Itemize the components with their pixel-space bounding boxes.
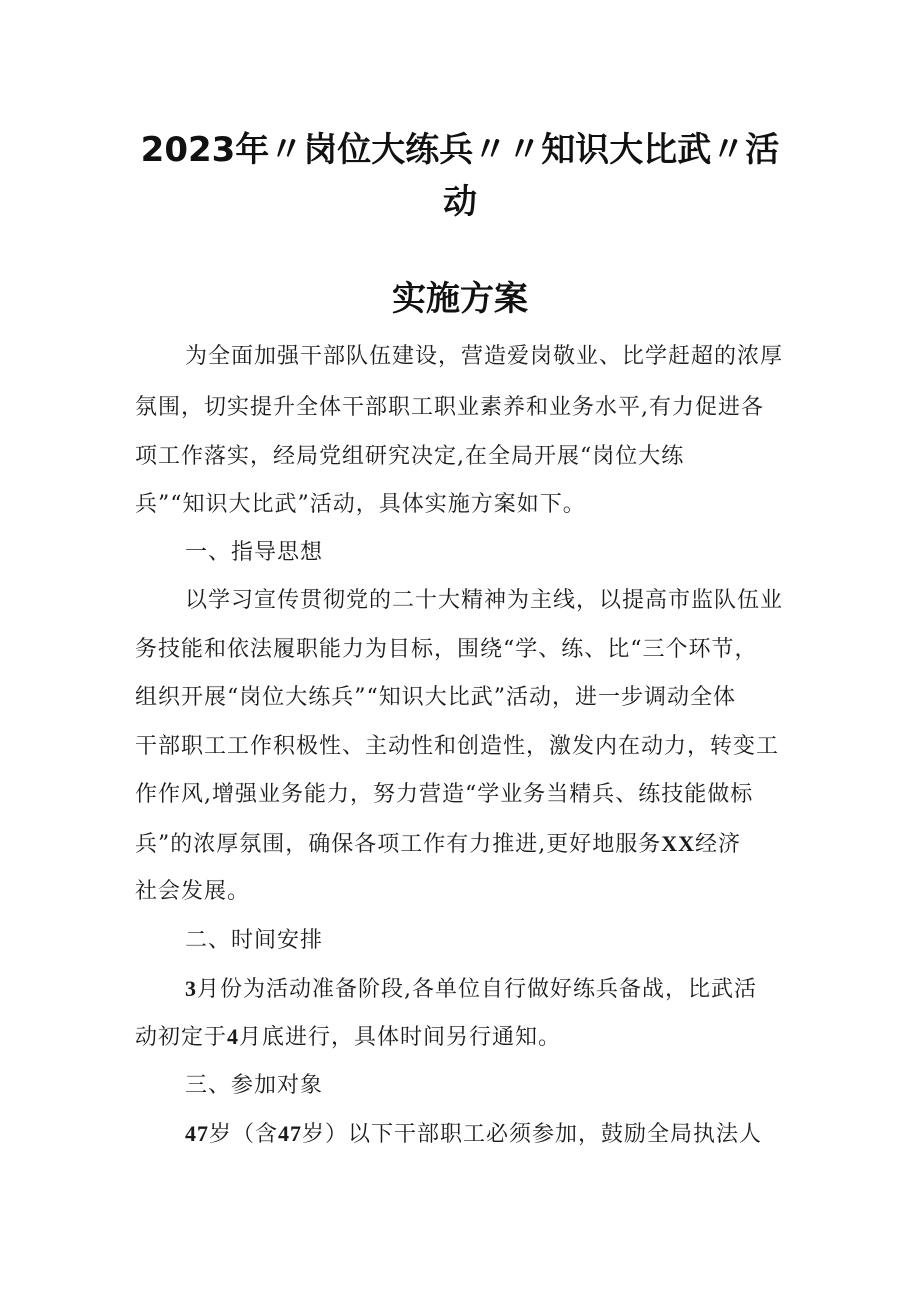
section1-paragraph-line: 作作风,增强业务能力，努力营造“学业务当精兵、练技能做标 xyxy=(135,782,754,807)
section1-paragraph-line: 干部职工工作积极性、主动性和创造性，激发内在动力，转变工 xyxy=(135,734,780,759)
section2-paragraph-line xyxy=(135,1022,795,1053)
intro-paragraph-line: 项工作落实，经局党组研究决定,在全局开展“岗位大练 xyxy=(135,444,685,469)
section1-paragraph-line: 社会发展。 xyxy=(135,879,251,904)
age-number: 47 xyxy=(278,1121,303,1146)
section1-paragraph-line: 组织开展“岗位大练兵”“知识大比武”活动，进一步调动全体 xyxy=(135,685,736,710)
section-heading-guiding-ideology: 一、指导思想 xyxy=(185,540,324,565)
intro-paragraph-line: 兵”“知识大比武”活动，具体实施方案如下。 xyxy=(135,492,586,517)
document-title-line-1: 2023年〃岗位大练兵〃〃知识大比武〃活 xyxy=(140,130,780,170)
section2-paragraph-line xyxy=(185,974,845,1005)
month-number: 3 xyxy=(185,976,197,1001)
document-title-line-2: 动 xyxy=(443,182,477,222)
placeholder-name: XX xyxy=(661,831,696,856)
document-title-line-3: 实施方案 xyxy=(392,279,528,319)
text-span: 兵”的浓厚氛围，确保各项工作有力推进,更好地服务 xyxy=(135,832,662,857)
month-number: 4 xyxy=(227,1024,240,1049)
section3-paragraph-line xyxy=(185,1119,845,1150)
text-span: 动初定于 xyxy=(135,1025,228,1050)
text-span: 岁（含 xyxy=(209,1122,279,1147)
text-span: 岁）以下干部职工必须参加，鼓励全局执法人 xyxy=(302,1122,763,1147)
text-span: 经济 xyxy=(695,832,742,857)
section1-paragraph-line xyxy=(135,829,795,860)
text-span: 月底进行，具体时间另行通知。 xyxy=(239,1025,562,1050)
section1-paragraph-line: 以学习宣传贯彻党的二十大精神为主线，以提高市监队伍业 xyxy=(185,588,784,613)
intro-paragraph-line: 为全面加强干部队伍建设，营造爱岗敬业、比学赶超的浓厚 xyxy=(185,344,784,369)
section1-paragraph-line: 务技能和依法履职能力为目标，围绕“学、练、比“三个环节， xyxy=(135,637,758,662)
section-heading-time-schedule: 二、时间安排 xyxy=(185,928,324,953)
text-span: 月份为活动准备阶段,各单位自行做好练兵备战，比武活 xyxy=(197,977,757,1002)
age-number: 47 xyxy=(185,1121,209,1146)
intro-paragraph-line: 氛围，切实提升全体干部职工职业素养和业务水平,有力促进各 xyxy=(135,395,764,420)
section-heading-participants: 三、参加对象 xyxy=(185,1073,324,1098)
